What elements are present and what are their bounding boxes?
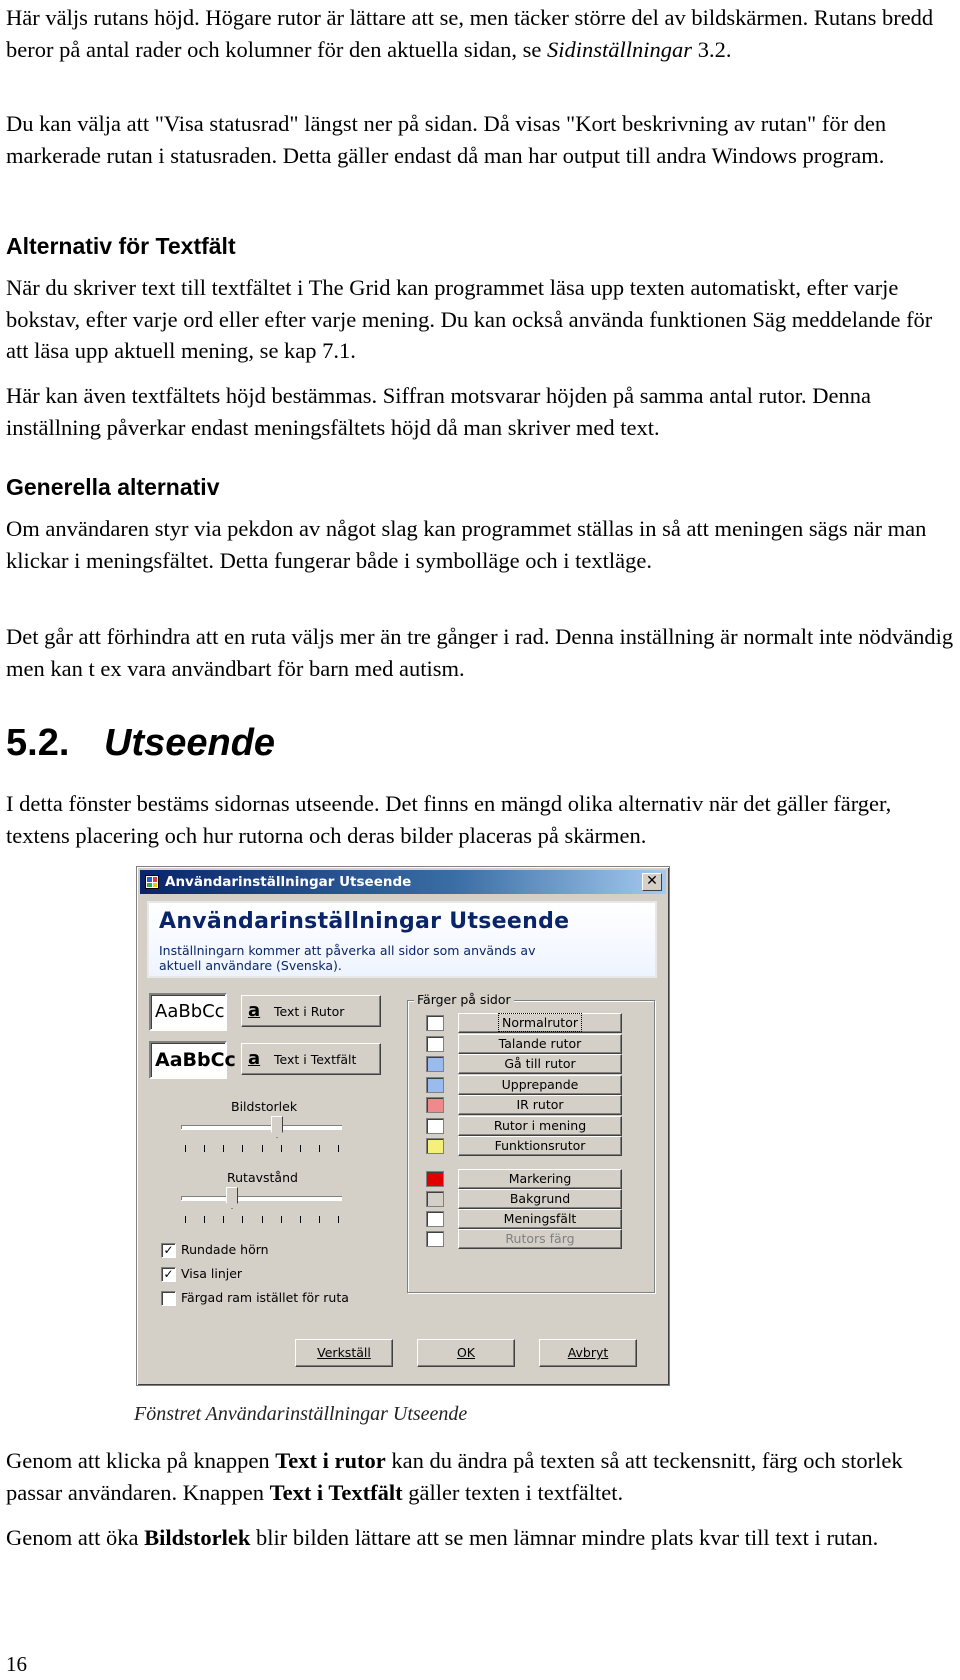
heading-generella-alternativ: Generella alternativ	[6, 474, 220, 500]
text: kan du ändra på texten så att teckensnitt, färg och storlek passar användaren. Knappen	[6, 1448, 903, 1505]
rutavstand-track[interactable]	[181, 1196, 342, 1200]
slider-tick	[242, 1145, 243, 1152]
color-swatch	[426, 1211, 444, 1227]
button-label: Markering	[508, 1171, 572, 1186]
button-label: Rutor i mening	[493, 1117, 587, 1133]
color-swatch	[426, 1097, 444, 1113]
color-swatch	[426, 1015, 444, 1031]
section-title: Utseende	[104, 722, 276, 764]
checkbox-label: Visa linjer	[181, 1266, 243, 1281]
button-label: Text i Rutor	[274, 1004, 345, 1019]
color-button[interactable]	[458, 1209, 622, 1229]
color-button[interactable]	[458, 1075, 622, 1095]
bold-term: Text i rutor	[275, 1448, 386, 1473]
color-swatch	[426, 1171, 444, 1187]
button-label: Upprepande	[501, 1076, 579, 1092]
rutavstand-ticks	[185, 1216, 339, 1223]
color-button[interactable]	[458, 1034, 622, 1054]
paragraph-textfalt-upplasning: När du skriver text till textfältet i The Grid kan programmet läsa upp texten automatiskt, efter varje bokstav, efter varje ord eller efter varje mening. Du kan också använda funktionen Säg meddelande för att läsa upp aktuell mening, se kap 7.1.	[6, 275, 933, 363]
color-button[interactable]	[458, 1189, 622, 1209]
slider-tick	[319, 1216, 320, 1223]
color-swatch	[426, 1118, 444, 1134]
text: blir bilden lättare att se men lämnar mindre plats kvar till text i rutan.	[250, 1525, 879, 1550]
paragraph-textfalt-hojd: Här kan även textfältets höjd bestämmas. Siffran motsvarar höjden på samma antal rutor. Denna inställning påverkar endast meningsfältets höjd då man skriver med text.	[6, 383, 871, 440]
bildstorlek-track[interactable]	[181, 1125, 342, 1129]
text-sample-textfalt: AaBbCc	[149, 1041, 227, 1079]
rutavstand-label: Rutavstånd	[227, 1170, 298, 1185]
slider-tick	[281, 1216, 282, 1223]
bold-term: Bildstorlek	[144, 1525, 251, 1550]
text-sample-rutor: AaBbCc	[149, 993, 227, 1031]
paragraph-text-i-rutor	[6, 1445, 956, 1508]
button-label: Rutors färg	[505, 1231, 575, 1246]
color-button[interactable]	[458, 1013, 622, 1033]
slider-tick	[204, 1216, 205, 1223]
slider-tick	[223, 1216, 224, 1223]
bildstorlek-label: Bildstorlek	[231, 1099, 298, 1114]
text-i-rutor-button[interactable]	[241, 995, 381, 1027]
slider-tick	[262, 1216, 263, 1223]
color-swatch	[426, 1077, 444, 1093]
dialog-title: Användarinställningar Utseende	[165, 874, 412, 890]
page-number: 16	[6, 1652, 27, 1676]
paragraph-rutans-hojd	[6, 2, 956, 65]
slider-tick	[319, 1145, 320, 1152]
paragraph-bildstorlek	[6, 1522, 956, 1554]
button-label: OK	[456, 1345, 476, 1360]
color-button[interactable]	[458, 1136, 622, 1156]
avbryt-button[interactable]	[539, 1339, 637, 1367]
button-label: Bakgrund	[509, 1191, 571, 1206]
slider-tick	[300, 1145, 301, 1152]
paragraph-utseende-intro: I detta fönster bestäms sidornas utseende. Det finns en mängd olika alternativ när det gäller färger, textens placering och hur rutorna och deras bilder placeras på skärmen.	[6, 791, 892, 848]
slider-tick	[242, 1216, 243, 1223]
bildstorlek-thumb[interactable]	[271, 1116, 283, 1138]
text: Genom att öka	[6, 1525, 145, 1550]
slider-tick	[223, 1145, 224, 1152]
banner-subtitle: Inställningarn kommer att påverka all sidor som används av aktuell användare (Svenska).	[159, 943, 536, 973]
dialog-banner	[147, 901, 657, 978]
button-label: Text i Textfält	[274, 1052, 357, 1067]
button-label: Meningsfält	[503, 1211, 577, 1226]
verkstall-button[interactable]	[295, 1339, 393, 1367]
color-button[interactable]	[458, 1169, 622, 1189]
button-label: Talande rutor	[498, 1035, 582, 1051]
text-i-textfalt-button[interactable]	[241, 1043, 381, 1075]
paragraph-pekdon: Om användaren styr via pekdon av något slag kan programmet ställas in så att meningen sägs när man klickar i meningsfältet. Detta fungerar både i symbolläge och i textläge.	[6, 516, 927, 573]
color-button[interactable]	[458, 1116, 622, 1136]
color-swatch	[426, 1231, 444, 1247]
slider-tick	[262, 1145, 263, 1152]
button-label: IR rutor	[516, 1097, 564, 1112]
dialog-titlebar	[140, 870, 666, 894]
color-button[interactable]	[458, 1054, 622, 1074]
button-label: Funktionsrutor	[494, 1138, 586, 1153]
banner-title: Användarinställningar Utseende	[159, 909, 570, 934]
bold-term: Text i Textfält	[269, 1479, 403, 1505]
text: Genom att klicka på knappen	[6, 1448, 276, 1473]
text: gäller texten i textfältet.	[402, 1479, 624, 1505]
bildstorlek-ticks	[185, 1145, 339, 1152]
font-a-icon: a	[248, 1000, 261, 1021]
paragraph-tre-ganger: Det går att förhindra att en ruta väljs mer än tre gånger i rad. Denna inställning är normalt inte nödvändig men kan t ex vara användbart för barn med autism.	[6, 624, 954, 681]
ok-button[interactable]	[417, 1339, 515, 1367]
close-icon[interactable]: ✕	[642, 873, 662, 891]
farger-pa-sidor-group	[407, 992, 655, 1293]
figure-caption: Fönstret Användarinställningar Utseende	[134, 1403, 468, 1425]
paragraph-text-tail: 3.2.	[692, 36, 732, 62]
color-swatch	[426, 1138, 444, 1154]
checkbox[interactable]	[161, 1243, 176, 1258]
slider-tick	[185, 1216, 186, 1223]
paragraph-statusrad: Du kan välja att "Visa statusrad" längst ner på sidan. Då visas "Kort beskrivning av rutan" för den markerade rutan i statusraden. Detta gäller endast då man har output till andra Windows program.	[6, 111, 887, 168]
button-label: Verkställ	[317, 1345, 371, 1360]
checkbox[interactable]	[161, 1291, 176, 1306]
color-button[interactable]	[458, 1095, 622, 1115]
slider-tick	[185, 1145, 186, 1152]
color-button[interactable]	[458, 1229, 622, 1249]
slider-tick	[281, 1145, 282, 1152]
slider-tick	[204, 1145, 205, 1152]
slider-tick	[300, 1216, 301, 1223]
section-number: 5.2.	[6, 722, 70, 764]
app-icon	[145, 875, 159, 889]
group-label: Färger på sidor	[414, 992, 514, 1007]
color-swatch	[426, 1191, 444, 1207]
heading-alternativ-textfalt: Alternativ för Textfält	[6, 233, 236, 259]
checkbox[interactable]	[161, 1267, 176, 1282]
slider-tick	[338, 1145, 339, 1152]
slider-tick	[338, 1216, 339, 1223]
paragraph-text: Här väljs rutans höjd. Högare rutor är lättare att se, men täcker större del av bildskärmen. Rutans bredd beror på antal rader och kolumner för den aktuella sidan, se	[6, 5, 934, 62]
sidinstallningar-reference: Sidinställningar	[547, 36, 693, 62]
section-heading-utseende	[6, 722, 275, 765]
checkbox-label: Rundade hörn	[181, 1242, 269, 1257]
font-a-icon: a	[248, 1048, 261, 1069]
color-swatch	[426, 1056, 444, 1072]
button-label: Gå till rutor	[504, 1056, 576, 1071]
anvandarinstallningar-utseende-dialog	[136, 866, 670, 1386]
rutavstand-thumb[interactable]	[226, 1187, 238, 1209]
color-swatch	[426, 1036, 444, 1052]
button-label: Avbryt	[567, 1345, 609, 1360]
button-label: Normalrutor	[502, 1015, 578, 1030]
checkbox-label: Färgad ram istället för ruta	[181, 1290, 349, 1305]
